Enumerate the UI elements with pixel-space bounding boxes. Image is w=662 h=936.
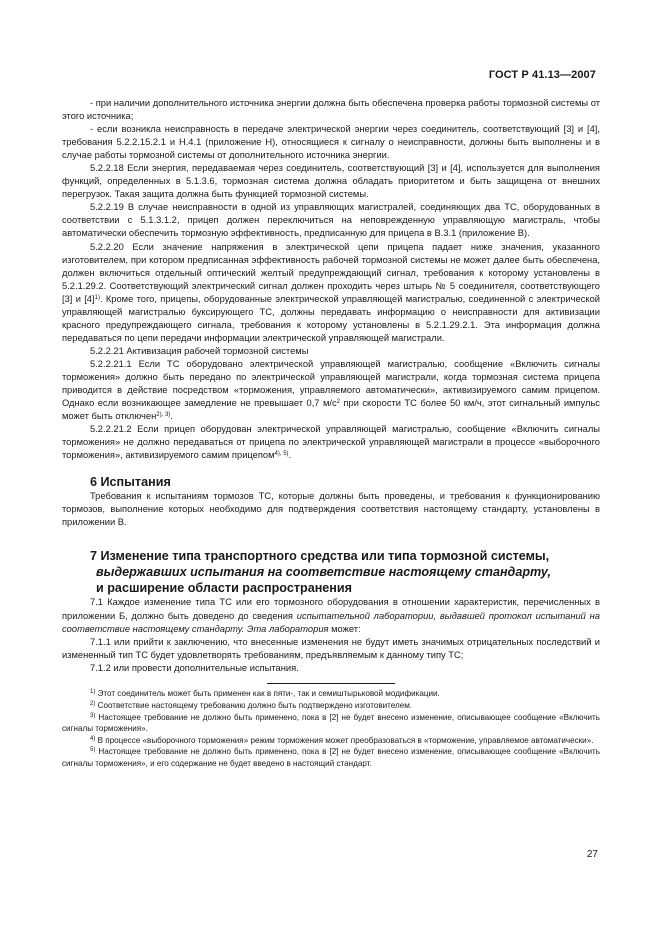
- text-run: .: [170, 411, 173, 422]
- document-id-header: ГОСТ Р 41.13—2007: [488, 69, 596, 81]
- paragraph-5-2-2-18: 5.2.2.18 Если энергия, передаваемая через соединитель, соответствующий [3] и [4], используется для выполнения функций, определенных в 5.1.3.6, тормозная система должна обладать приоритетом и быть защищена от внешних перегрузок. Такая защита должна быть функцией тормозной системы.: [62, 163, 600, 200]
- footnotes: [62, 688, 600, 769]
- footnote: [62, 688, 600, 700]
- text-run: при скорости ТС более 50 км/ч, этот сигнальный импульс может быть отключен: [62, 398, 600, 422]
- footnote-ref: 2), 3): [156, 412, 171, 419]
- footnote-divider: [267, 683, 395, 684]
- text-run: 5.2.2.20 Если значение напряжения в электрической цепи прицепа падает ниже значения, указанного изготовителем, при котором предписанная эффективность рабочей тормозной системы не может далее быть обеспечена, должен включиться отдельный оптический желтый предупреждающий сигнал, требования к которому установлены в 5.2.1.29.2. Соответствующий электрический сигнал должен проходить через штырь № 5 соединителя, соответствующего [3] и [4]: [62, 241, 600, 304]
- heading-line-italic: выдержавших испытания на соответствие настоящему стандарту,: [96, 565, 551, 580]
- footnote-mark: 4): [90, 735, 96, 742]
- section-6-text: Требования к испытаниям тормозов ТС, которые должны быть проведены, и требования к функционированию тормозов, выполнение которых необходимо для подтверждения соответствия настоящему стандарту, установлены в приложении В.: [62, 491, 600, 528]
- footnote-text: Настоящее требование не должно быть применено, пока в [2] не будет внесено изменение, описывающее сообщение «Включить сигналы торможения», и его содержание не будет введено в настоящий стандарт.: [62, 747, 600, 768]
- footnote: [62, 700, 600, 712]
- paragraph-5-2-2-20: [62, 241, 600, 345]
- footnote-mark: 3): [90, 712, 96, 719]
- section-7-heading: [62, 548, 600, 596]
- footnote: [62, 735, 600, 747]
- footnote-ref: 1): [94, 294, 100, 301]
- text-run: 7.1 Каждое изменение типа ТС или его тормозного оборудования в отношении характеристик, перечисленных в приложении Б, должно быть доведено до сведения: [62, 597, 600, 621]
- footnote-text: Соответствие настоящему требованию должно быть подтверждено изготовителем.: [97, 701, 413, 710]
- footnote-ref: 4), 5): [274, 451, 289, 458]
- superscript: 2: [336, 399, 340, 406]
- paragraph: - при наличии дополнительного источника энергии должна быть обеспечена проверка работы тормозной системы от этого источника;: [62, 98, 600, 122]
- italic-run: испытательной лаборатории, выдавшей протокол испытаний на соответствие настоящему стандарту.: [62, 610, 600, 634]
- footnote-text: В процессе «выборочного торможения» режим торможения может преобразоваться в «торможение, управляемое автоматически».: [97, 735, 594, 745]
- text-run: может:: [328, 623, 361, 634]
- text-run: .: [288, 450, 292, 461]
- paragraph-5-2-2-21-2: [62, 423, 600, 462]
- footnote: [62, 746, 600, 769]
- text-run: . Кроме того, прицепы, оборудованные электрической управляющей магистралью, соединенной с электрической управляющей магистралью буксирующего ТС, должны передавать информацию о неисправности для активизации красного предупреждающего сигнала, требования к которому установлены в 5.2.1.29.2.1. Эта информация должна передаваться по цепи передачи информации электрической управляющей магистрали.: [62, 293, 600, 343]
- footnote: [62, 712, 600, 735]
- text-run: 5.2.2.21.1 Если ТС оборудовано электрической управляющей магистралью, сообщение «Включить сигналы торможения» должно быть передано по электрической управляющей магистрали, когда тормозная система прицепа приводится в действие посредством «торможения, управляемого автоматически», активизируемого самим прицепом. Однако если возникающее замедление не превышает 0,7 м/с: [62, 358, 600, 409]
- footnote-mark: 5): [90, 747, 96, 754]
- paragraph-7-1-1: 7.1.1 или прийти к заключению, что внесенные изменения не будут иметь значимых отрицательных последствий и измененный тип ТС будет удовлетворять требованиям, предъявляемым к данному типу ТС;: [62, 636, 600, 660]
- heading-line: и расширение области распространения: [96, 581, 353, 596]
- footnote-text: Настоящее требование не должно быть применено, пока в [2] не будет внесено изменение, описывающее сообщение «Включить сигналы торможения».: [62, 712, 600, 734]
- italic-run: Эта лаборатория: [246, 623, 329, 634]
- footnote-mark: 1): [90, 689, 96, 696]
- paragraph-5-2-2-19: 5.2.2.19 В случае неисправности в одной из управляющих магистралей, соединяющих два ТС, оборудованных в соответствии с 5.1.3.1.2, прицеп должен переключиться на неповрежденную управляющую магистраль, чтобы автоматически обеспечить тормозную эффективность, предписанную для прицепа в В.3.1 (приложение В).: [62, 202, 600, 239]
- heading-line: 7 Изменение типа транспортного средства или типа тормозной системы,: [90, 549, 550, 564]
- footnote-mark: 2): [90, 701, 96, 707]
- footnote-text: Этот соединитель может быть применен как в пяти-, так и семиштырьковой модификации.: [97, 689, 440, 699]
- paragraph-5-2-2-21: 5.2.2.21 Активизация рабочей тормозной системы: [90, 345, 309, 356]
- text-run: 5.2.2.21.2 Если прицеп оборудован электрической управляющей магистралью, сообщение «Включить сигналы торможения» не должно передаваться от прицепа по электрической управляющей магистрали в процессе «выборочного торможения», активизируемого самим прицепом: [62, 424, 600, 461]
- paragraph-7-1-2: 7.1.2 или провести дополнительные испытания.: [90, 662, 299, 673]
- paragraph: - если возникла неисправность в передаче электрической энергии через соединитель, соответствующий [3] и [4], требования 5.2.2.15.2.1 и Н.4.1 (приложение Н), относящиеся к сигналу о неисправности, должны быть выполнены и в случае работы тормозной системы от дополнительного источника энергии.: [62, 124, 600, 161]
- paragraph-5-2-2-21-1: [62, 358, 600, 423]
- paragraph-7-1: [62, 596, 600, 635]
- page-body: [62, 97, 600, 770]
- page-number: 27: [586, 849, 598, 860]
- section-6-heading: 6 Испытания: [90, 475, 171, 490]
